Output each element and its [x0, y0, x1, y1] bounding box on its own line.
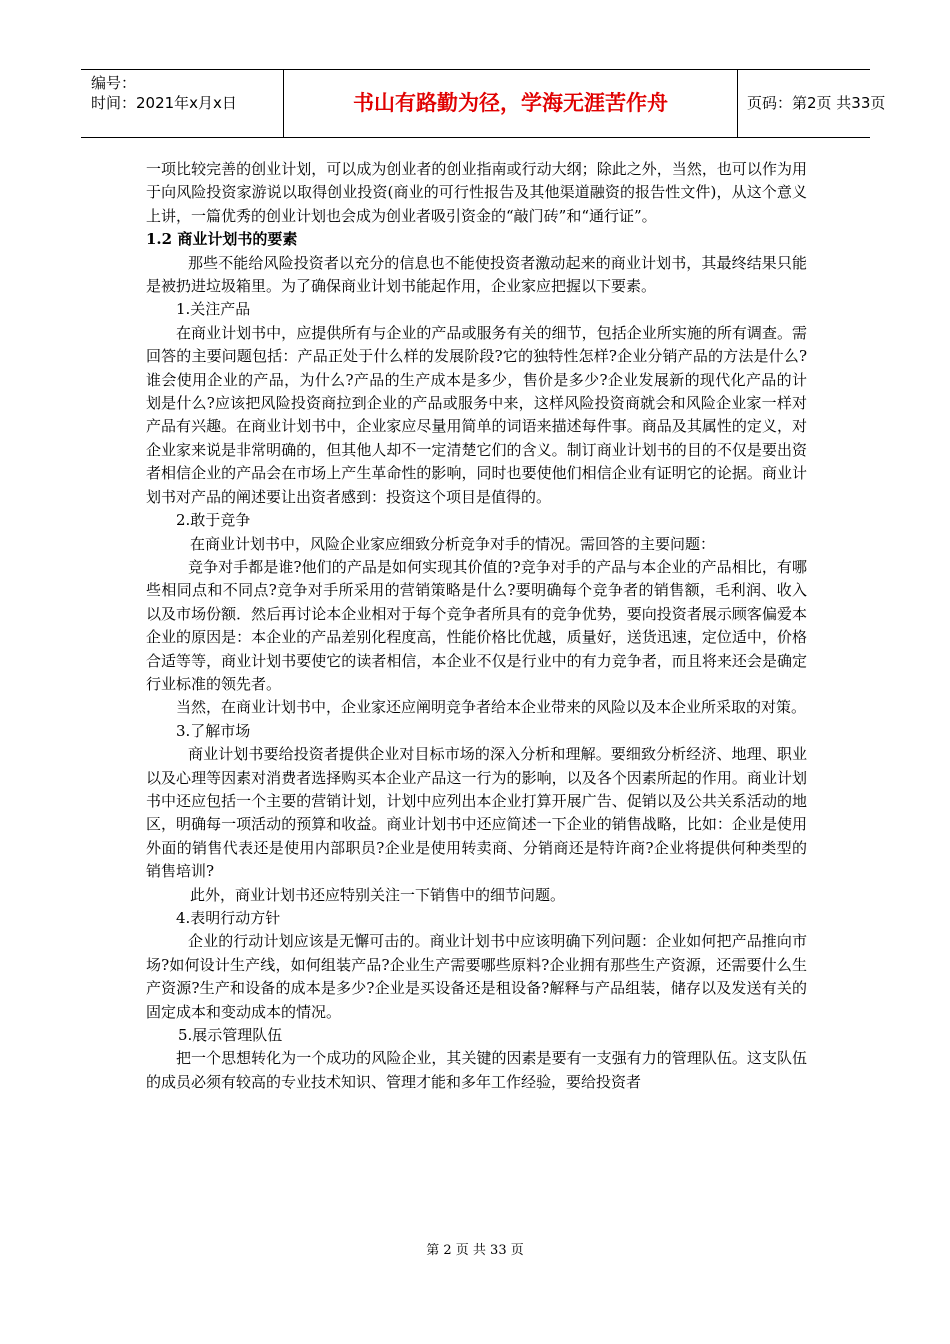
- paragraph: 在商业计划书中，风险企业家应细致分析竞争对手的情况。需回答的主要问题：: [190, 534, 716, 553]
- paragraph: 商业计划书要给投资者提供企业对目标市场的深入分析和理解。要细致分析经济、地理、职业以及心理等因素对消费者选择购买本企业产品这一行为的影响，以及各个因素所起的作用。商业计划书中还应包括一个主要的营销计划，计划中应列出本企业打算开展广告、促销以及公共关系活动的地区，明确每一项活动的预算和收益。商业计划书中还应简述一下企业的销售战略，比如：企业是使用外面的销售代表还是使用内部职员?企业是使用转卖商、分销商还是特许商?企业将提供何种类型的销售培训?: [146, 745, 807, 881]
- paragraph: 竞争对手都是谁?他们的产品是如何实现其价值的?竞争对手的产品与本企业的产品相比，有哪些相同点和不同点?竞争对手所采用的营销策略是什么?要明确每个竞争者的销售额，毛利润、收入以及市场份额．然后再讨论本企业相对于每个竞争者所具有的竞争优势，要向投资者展示顾客偏爱本企业的原因是：本企业的产品差别化程度高，性能价格比优越，质量好，送货迅速，定位适中，价格合适等等，商业计划书要使它的读者相信，本企业不仅是行业中的有力竞争者，而且将来还会是确定行业标准的领先者。: [146, 557, 807, 693]
- page-footer: 第 2 页 共 33 页: [426, 1243, 524, 1258]
- subheading: 3.了解市场: [176, 721, 251, 740]
- paragraph: 在商业计划书中，应提供所有与企业的产品或服务有关的细节，包括企业所实施的所有调查。需回答的主要问题包括：产品正处于什么样的发展阶段?它的独特性怎样?企业分销产品的方法是什么?谁会使用企业的产品，为什么?产品的生产成本是多少，售价是多少?企业发展新的现代化产品的计划是什么?应该把风险投资商拉到企业的产品或服务中来，这样风险投资商就会和风险企业家一样对产品有兴趣。在商业计划书中，企业家应尽量用简单的词语来描述每件事。商品及其属性的定义，对企业家来说是非常明确的，但其他人却不一定清楚它们的含义。制订商业计划书的目的不仅是要出资者相信企业的产品会在市场上产生革命性的影响，同时也要使他们相信企业有证明它的论据。商业计划书对产品的阐述要让出资者感到：投资这个项目是值得的。: [146, 323, 807, 506]
- header-page-label: 页码：第2页 共33页: [747, 94, 886, 112]
- paragraph: 一项比较完善的创业计划，可以成为创业者的创业指南或行动大纲；除此之外，当然，也可以作为用于向风险投资家游说以取得创业投资(商业的可行性报告及其他渠道融资的报告性文件)，从这个意义上讲，一篇优秀的创业计划也会成为创业者吸引资金的“敲门砖”和“通行证”。: [146, 160, 807, 225]
- paragraph: 此外，商业计划书还应特别关注一下销售中的细节问题。: [190, 885, 566, 904]
- subheading: 4.表明行动方针: [176, 909, 281, 927]
- doc-number-label: 编号：: [91, 74, 137, 92]
- paragraph: 当然，在商业计划书中，企业家还应阐明竞争者给本企业带来的风险以及本企业所采取的对策。: [176, 698, 807, 717]
- paragraph: 把一个思想转化为一个成功的风险企业，其关键的因素是要有一支强有力的管理队伍。这支队伍的成员必须有较高的专业技术知识、管理才能和多年工作经验，要给投资者: [146, 1049, 807, 1091]
- section-heading: 1.2 商业计划书的要素: [146, 230, 298, 249]
- paragraph: 那些不能给风险投资者以充分的信息也不能使投资者激动起来的商业计划书，其最终结果只能是被扔进垃圾箱里。为了确保商业计划书能起作用，企业家应把握以下要素。: [146, 253, 807, 296]
- subheading: 2.敢于竞争: [176, 511, 251, 530]
- doc-date-label: 时间：2021年x月x日: [91, 94, 237, 112]
- subheading: 1.关注产品: [176, 300, 251, 319]
- document-body: [146, 158, 807, 1094]
- header-motto: 书山有路勤为径，学海无涯苦作舟: [284, 70, 738, 137]
- page-header: [81, 69, 886, 138]
- subheading: 5.展示管理队伍: [178, 1026, 283, 1045]
- paragraph: 企业的行动计划应该是无懈可击的。商业计划书中应该明确下列问题：企业如何把产品推向市场?如何设计生产线，如何组装产品?企业生产需要哪些原料?企业拥有那些生产资源，还需要什么生产资源?生产和设备的成本是多少?企业是买设备还是租设备?解释与产品组装，储存以及发送有关的固定成本和变动成本的情况。: [146, 932, 807, 1021]
- header-meta: [81, 70, 284, 137]
